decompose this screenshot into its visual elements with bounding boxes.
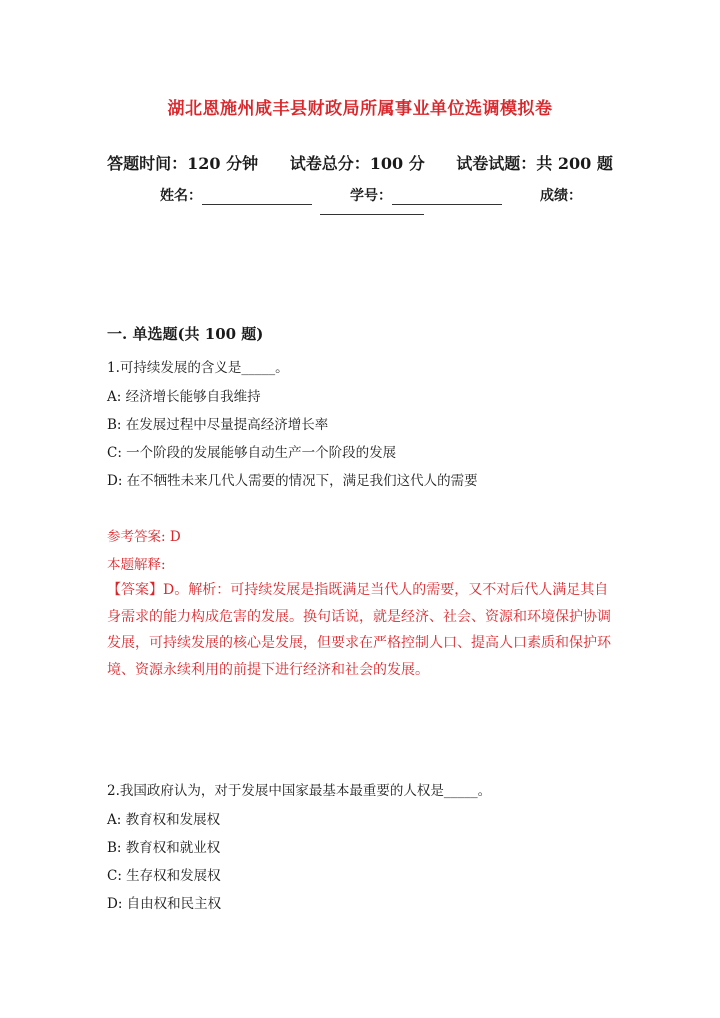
grade-field [540, 185, 582, 205]
question-1-answer: 参考答案: D [107, 529, 181, 545]
name-label: 姓名： [160, 188, 202, 204]
question-1-option-c: C: 一个阶段的发展能够自动生产一个阶段的发展 [107, 445, 397, 461]
exam-score: 试卷总分：100 分 [289, 154, 425, 173]
question-1-option-b: B: 在发展过程中尽量提高经济增长率 [107, 417, 329, 433]
name-field [160, 185, 312, 205]
name-blank [202, 190, 312, 205]
section-heading: 一. 单选题(共 100 题) [107, 325, 264, 343]
question-2-option-a: A: 教育权和发展权 [107, 812, 221, 828]
grade-label: 成绩： [540, 188, 582, 204]
question-1-option-d: D: 在不牺牲未来几代人需要的情况下，满足我们这代人的需要 [107, 473, 478, 489]
question-1-stem: 1.可持续发展的含义是_____。 [107, 360, 289, 376]
question-2-option-d: D: 自由权和民主权 [107, 896, 222, 912]
question-2-option-b: B: 教育权和就业权 [107, 840, 221, 856]
id-field [350, 185, 502, 205]
question-1-analysis-label: 本题解释: [107, 557, 166, 573]
exam-time: 答题时间：120 分钟 [107, 154, 259, 173]
question-1-option-a: A: 经济增长能够自我维持 [107, 389, 261, 405]
exam-count: 试卷试题：共 200 题 [456, 154, 613, 173]
grade-blank [320, 214, 424, 215]
exam-meta [0, 151, 720, 174]
question-2-stem: 2.我国政府认为，对于发展中国家最基本最重要的人权是_____。 [107, 783, 492, 799]
id-label: 学号： [350, 188, 392, 204]
question-1-analysis: 【答案】D。解析：可持续发展是指既满足当代人的需要，又不对后代人满足其自身需求的能力构成危害的发展。换句话说，就是经济、社会、资源和环境保护协调发展，可持续发展的核心是发展，但要求在严格控制人口、提高人口素质和保护环境、资源永续利用的前提下进行经济和社会的发展。 [107, 582, 611, 678]
question-2-option-c: C: 生存权和发展权 [107, 868, 221, 884]
exam-title: 湖北恩施州咸丰县财政局所属事业单位选调模拟卷 [167, 99, 553, 119]
id-blank [392, 190, 502, 205]
